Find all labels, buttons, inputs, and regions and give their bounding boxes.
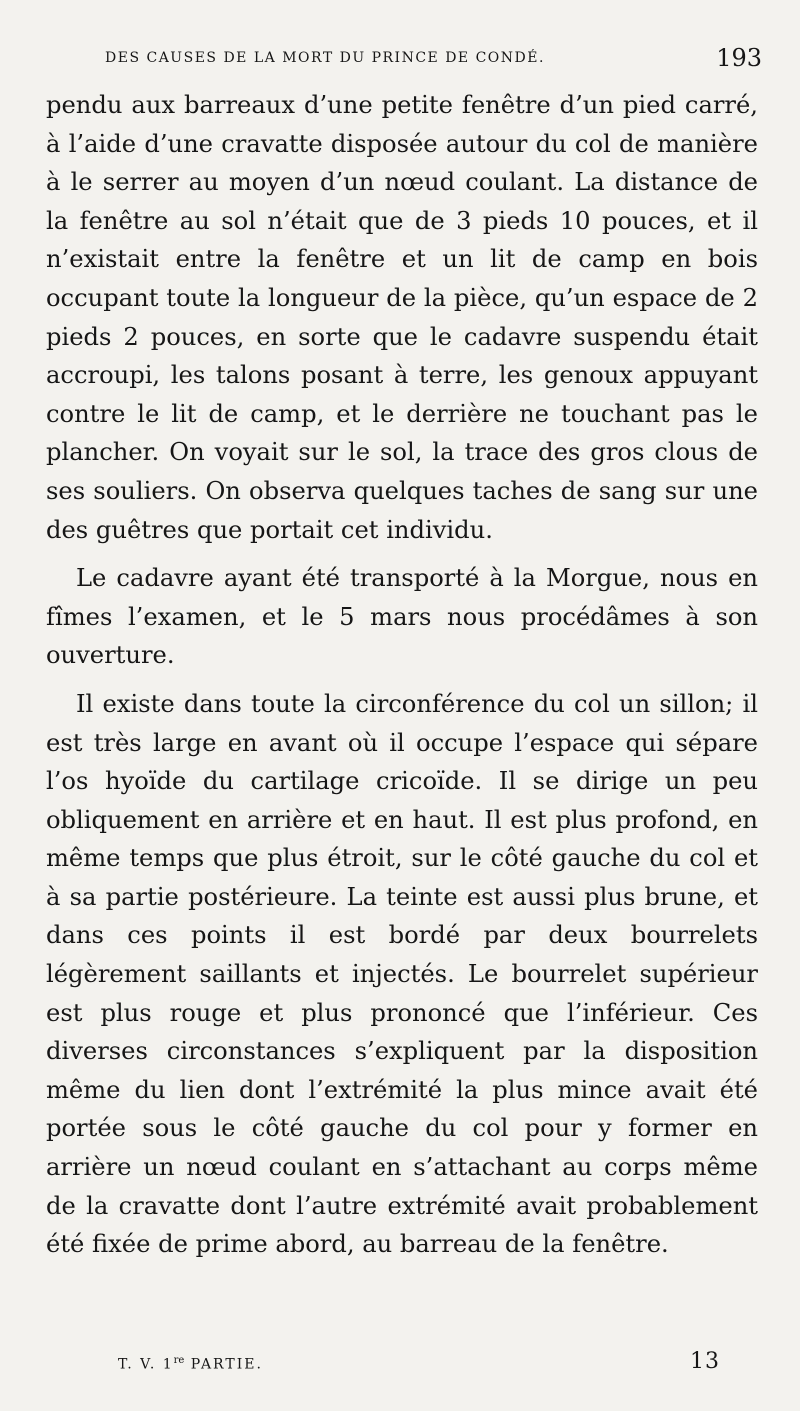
paragraph-morgue: Le cadavre ayant été transporté à la Morgue, nous en fîmes l’examen, et le 5 mars nous procédâmes à son ouverture. bbox=[46, 564, 758, 670]
body-text bbox=[46, 86, 758, 1274]
paragraph-continuation: pendu aux barreaux d’une petite fenêtre d’un pied carré, à l’aide d’une cravatte disposée autour du col de manière à le serrer au moyen d’un nœud coulant. La distance de la fenêtre au sol n’était que de 3 pieds 10 pouces, et il n’existait entre la fenêtre et un lit de camp en bois occupant toute la longueur de la pièce, qu’un espace de 2 pieds 2 pouces, en sorte que le cadavre suspendu était accroupi, les talons posant à terre, les genoux appuyant contre le lit de camp, et le derrière ne touchant pas le plancher. On voyait sur le sol, la trace des gros clous de ses souliers. On observa quelques taches de sang sur une des guêtres que portait cet individu. bbox=[46, 91, 758, 544]
paragraph-examination: Il existe dans toute la circonférence du col un sillon; il est très large en avant où il occupe l’espace qui sépare l’os hyoïde du cartilage cricoïde. Il se dirige un peu obliquement en arrière et en haut. Il est plus profond, en même temps que plus étroit, sur le côté gauche du col et à sa partie postérieure. La teinte est aussi plus brune, et dans ces points il est bordé par deux bourrelets légèrement saillants et injectés. Le bourrelet supérieur est plus rouge et plus prononcé que l’inférieur. Ces diverses circonstances s’expliquent par la disposition même du lien dont l’extrémité la plus mince avait été portée sous le côté gauche du col pour y former en arrière un nœud coulant en s’attachant au corps même de la cravatte dont l’autre extrémité avait probablement été fixée de prime abord, au barreau de la fenêtre. bbox=[46, 689, 758, 1259]
volume-signature bbox=[118, 1355, 263, 1373]
gathering-number: 13 bbox=[690, 1349, 720, 1374]
page-footer bbox=[118, 1349, 720, 1379]
page-number: 193 bbox=[716, 44, 762, 72]
running-title: DES CAUSES DE LA MORT DU PRINCE DE CONDÉ. bbox=[105, 50, 545, 66]
page-header bbox=[105, 44, 762, 78]
volume-superscript: re bbox=[173, 1355, 185, 1366]
volume-suffix: PARTIE. bbox=[184, 1356, 263, 1373]
volume-prefix: T. V. 1 bbox=[118, 1356, 174, 1373]
